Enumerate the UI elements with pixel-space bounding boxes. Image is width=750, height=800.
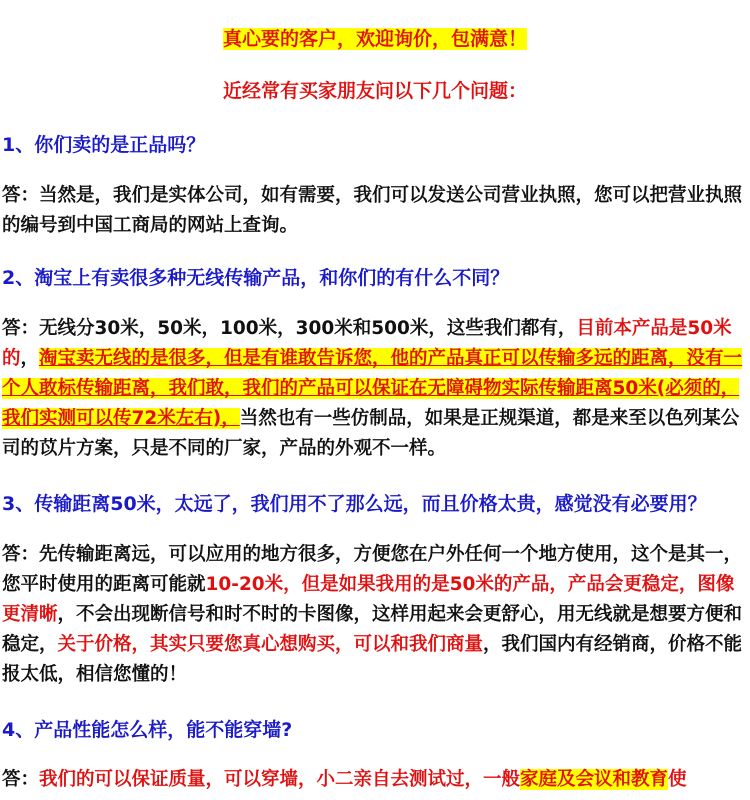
answer-2-highlight-red: 目前本产品是50米的 — [2, 318, 732, 369]
answer-2 — [2, 314, 746, 464]
header-line-2: 近经常有买家朋友问以下几个问题： — [222, 80, 527, 102]
answer-2-comma: ， — [20, 348, 40, 369]
answer-1-text: 答：当然是，我们是实体公司，如有需要，我们可以发送公司营业执照，您可以把营业执照的编号到中国工商局的网站上查询。 — [2, 185, 743, 236]
answer-2-text-a: 答：无线分30米，50米，100米，300米和500米，这些我们都有， — [2, 318, 577, 339]
question-1: 1、你们卖的是正品吗？ — [2, 134, 206, 156]
answer-1 — [2, 181, 746, 241]
answer-3 — [2, 540, 746, 690]
answer-4-highlight: 家庭及会议和教育 — [520, 769, 669, 790]
answer-4-prefix: 答： — [2, 769, 40, 790]
answer-3-red-b: 关于价格，其实只要您真心想购买，可以和我们商量 — [57, 634, 484, 655]
answer-3-text-a: 答：先传输距离远，可以应用的地方很多，方便您在户外任何一个地方使用，这个是其一，您平时使用的距离可能就 — [2, 544, 743, 595]
question-2: 2、淘宝上有卖很多种无线传输产品，和你们的有什么不同？ — [2, 267, 510, 289]
question-4: 4、产品性能怎么样，能不能穿墙? — [2, 719, 293, 741]
answer-3-red-a: 10-20米，但是如果我用的是50米的产品，产品会更稳定，图像更清晰 — [2, 574, 735, 625]
answer-2-highlight-yellow: 淘宝卖无线的是很多，但是有谁敢告诉您，他的产品真正可以传输多远的距离，没有一个人敢标传输距离，我们敢，我们的产品可以保证在无障碍物实际传输距离50米(必须的，我们实测可以传72米左右)， — [2, 348, 743, 429]
answer-4-tail: 使 — [668, 769, 687, 790]
header-line-1 — [0, 26, 750, 52]
answer-3-text-b: ，不会出现断信号和时不时的卡图像，这样用起来会更舒心，用无线就是想要方便和稳定， — [2, 604, 743, 655]
answer-3-text-c: ，我们国内有经销商，价格不能报太低，相信您懂的！ — [2, 634, 743, 685]
question-3: 3、传输距离50米，太远了，我们用不了那么远，而且价格太贵，感觉没有必要用？ — [2, 493, 707, 515]
answer-4-red: 我们的可以保证质量，可以穿墙，小二亲自去测试过，一般 — [39, 769, 521, 790]
header-line-1-text: 真心要的客户，欢迎询价，包满意！ — [222, 28, 527, 50]
answer-4 — [2, 765, 746, 795]
answer-2-text-b: 当然也有一些仿制品，如果是正规渠道，都是来至以色列某公司的苡片方案，只是不同的厂家，产品的外观不一样。 — [2, 408, 740, 459]
